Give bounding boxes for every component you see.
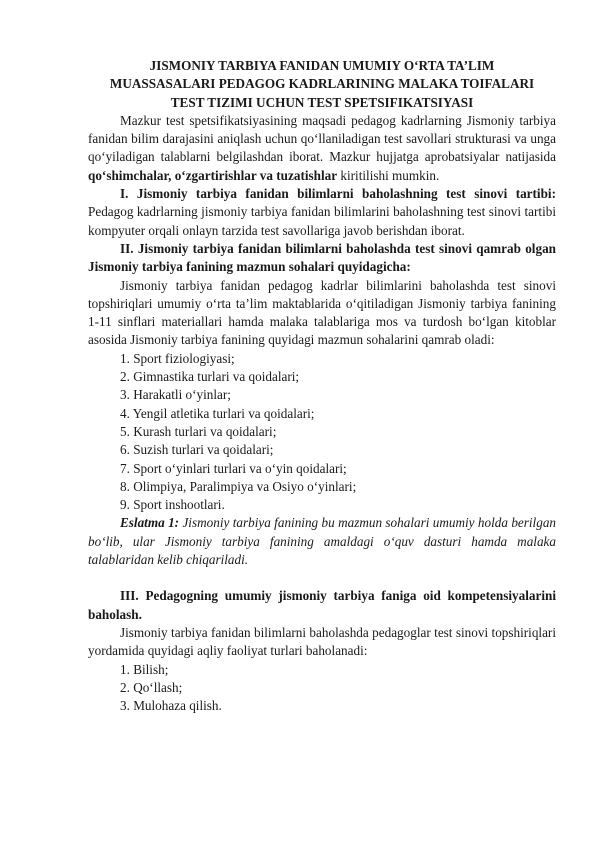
intro-text-bold: qo‘shimchalar, o‘zgartirishlar va tuzatishlar [88,167,338,183]
list-item: 4. Yengil atletika turlari va qoidalari; [120,405,315,421]
list-item: 3. Mulohaza qilish. [120,698,222,714]
document-title [88,57,556,112]
section-1-text: Pedagog kadrlarning jismoniy tarbiya fanidan bilimlarini baholashning test sinovi tartibi kompyuter orqali onlayn tarzida test savollariga javob berishdan iborat. [88,204,556,238]
title-line-3: TEST TIZIMI UCHUN TEST SPETSIFIKATSIYASI [170,94,474,110]
intro-text-b: kiritilishi mumkin. [337,167,440,183]
list-item: 9. Sport inshootlari. [120,497,225,513]
section-3-heading-text: III. Pedagogning umumiy jismoniy tarbiya faniga oid kompetensiyalarini baholash. [88,588,556,622]
list-item: 5. Kurash turlari va qoidalari; [120,423,277,439]
note-paragraph [88,514,556,569]
section-2-heading [88,240,556,277]
section-2-heading-text: II. Jismoniy tarbiya fanidan bilimlarni baholashda test sinovi qamrab olgan Jismoniy tarbiya fanining mazmun sohalari quyidagicha: [88,240,556,275]
content-areas-list [88,350,556,515]
section-1-paragraph [88,185,556,240]
title-line-1: JISMONIY TARBIYA FANIDAN UMUMIY O‘RTA TA’LIM [149,58,495,73]
list-item: 1. Bilish; [120,661,169,677]
note-text: Jismoniy tarbiya fanining bu mazmun sohalari umumiy holda berilgan bo‘lib, ular Jismoniy tarbiya fanining amaldagi o‘quv dasturi hamda malaka talablaridan kelib chiqariladi. [88,515,557,568]
section-3-paragraph: Jismoniy tarbiya fanidan bilimlarni baholashda pedagoglar test sinovi topshiriqlari yordamida quyidagi aqliy faoliyat turlari baholanadi: [88,624,556,659]
note-label: Eslatma 1: [120,515,180,531]
intro-text-a: Mazkur test spetsifikatsiyasining maqsadi pedagog kadrlarning Jismoniy tarbiya fanidan bilim darajasini aniqlash uchun qo‘llaniladigan test savollari strukturasi va unga qo‘yiladigan talablarni belgilashdan iborat. Mazkur hujjatga aprobatsiyalar natijasida [88,112,556,165]
document-page [88,57,556,715]
section-2-paragraph: Jismoniy tarbiya fanidan pedagog kadrlar bilimlarini baholashda test sinovi topshiriqlari umumiy o‘rta ta’lim maktablarida o‘qitiladigan Jismoniy tarbiya fanining 1-11 sinflari materiallari hamda malaka talablariga mos va turdosh bo‘lgan kitoblar asosida Jismoniy tarbiya fanining quyidagi mazmun sohalarini qamrab oladi: [88,277,556,348]
list-item: 3. Harakatli o‘yinlar; [120,387,231,403]
title-line-2: MUASSASALARI PEDAGOG KADRLARINING MALAKA TOIFALARI [109,76,535,92]
list-item: 8. Olimpiya, Paralimpiya va Osiyo o‘yinlari; [120,478,357,494]
list-item: 1. Sport fiziologiyasi; [120,350,235,366]
section-1-heading: I. Jismoniy tarbiya fanidan bilimlarni baholashning test sinovi tartibi: [120,186,556,202]
activity-types-list [88,661,556,716]
spacer [88,569,556,587]
list-item: 2. Qo‘llash; [120,679,183,695]
list-item: 6. Suzish turlari va qoidalari; [120,442,274,458]
list-item: 2. Gimnastika turlari va qoidalari; [120,369,300,385]
list-item: 7. Sport o‘yinlari turlari va o‘yin qoidalari; [120,460,347,476]
section-3-heading [88,587,556,624]
intro-paragraph [88,112,556,185]
